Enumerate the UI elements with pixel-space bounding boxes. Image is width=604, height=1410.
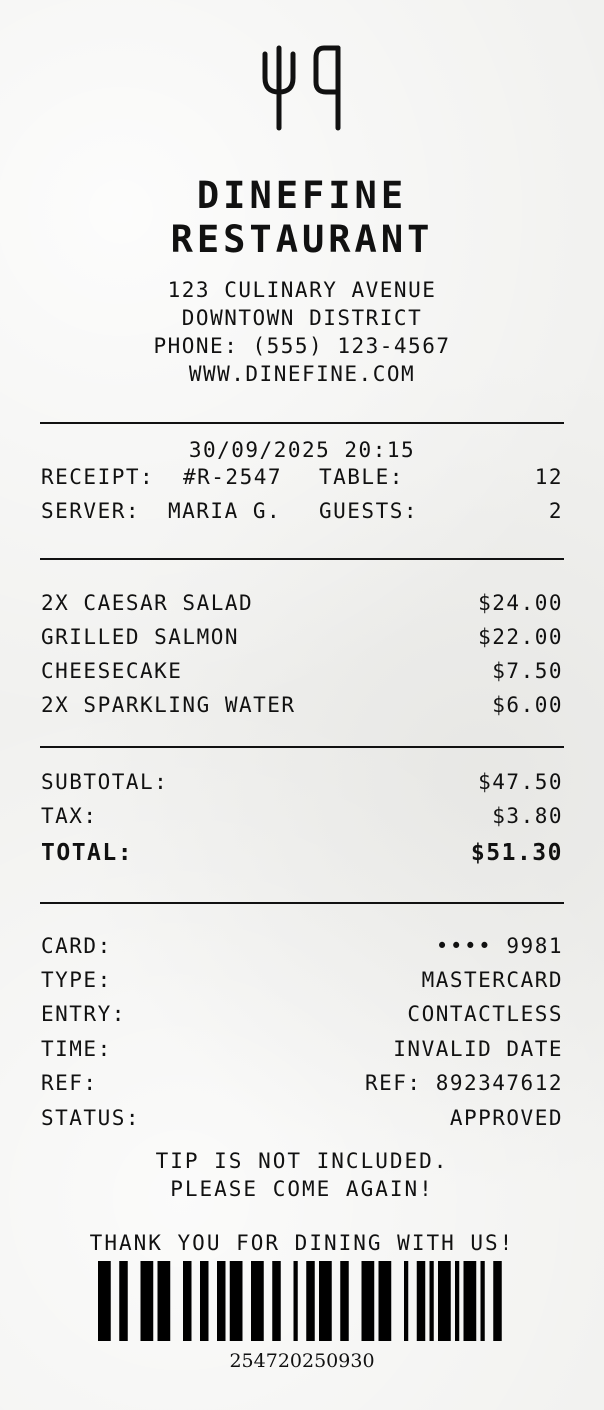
payment-value: •••• 9981 [435, 934, 563, 958]
payment-label: ENTRY: [41, 1002, 126, 1026]
payment-value: CONTACTLESS [407, 1002, 563, 1026]
payment-row [41, 1034, 563, 1064]
item-name: GRILLED SALMON [41, 625, 240, 649]
total-row [41, 838, 563, 868]
barcode-bar [379, 1261, 392, 1341]
table-number: 12 [534, 465, 563, 489]
address-line1: 123 CULINARY AVENUE [167, 278, 437, 302]
item-price: $24.00 [478, 591, 563, 615]
tax-label: TAX: [41, 804, 98, 828]
barcode-bar [319, 1261, 332, 1341]
item-price: $6.00 [492, 693, 563, 717]
barcode-number: 254720250930 [229, 1350, 375, 1372]
barcode-bar [294, 1261, 298, 1341]
restaurant-name [0, 174, 604, 262]
receipt-table-row [41, 462, 563, 492]
barcode-bar [217, 1261, 226, 1341]
payment-label: CARD: [41, 934, 112, 958]
payment-row [41, 965, 563, 995]
barcode-bar [272, 1261, 281, 1341]
divider [40, 558, 564, 560]
payment-row [41, 931, 563, 961]
list-item [41, 588, 563, 618]
address-line2: DOWNTOWN DISTRICT [181, 306, 423, 330]
barcode-bar [438, 1261, 451, 1341]
receipt-number: #R-2547 [183, 465, 283, 489]
list-item [41, 622, 563, 652]
barcode-bar [230, 1261, 243, 1341]
thank-you-message: THANK YOU FOR DINING WITH US! [89, 1231, 515, 1255]
divider [40, 422, 564, 424]
server-name: MARIA G. [168, 499, 282, 523]
total-value: $51.30 [470, 840, 563, 866]
receipt-datetime: 30/09/2025 20:15 [188, 438, 416, 462]
payment-label: REF: [41, 1071, 98, 1095]
guests-count: 2 [548, 499, 563, 523]
phone: PHONE: (555) 123-4567 [153, 334, 451, 358]
table-label: TABLE: [319, 465, 404, 489]
payment-value: APPROVED [449, 1106, 563, 1130]
tax-value: $3.80 [492, 804, 563, 828]
item-name: 2X SPARKLING WATER [41, 693, 296, 717]
barcode-bar [455, 1261, 459, 1341]
payment-label: TYPE: [41, 968, 112, 992]
restaurant-name-line2: RESTAURANT [170, 218, 434, 261]
divider [40, 746, 564, 748]
payment-row [41, 1068, 563, 1098]
payment-row [41, 999, 563, 1029]
restaurant-name-line1: DINEFINE [196, 174, 408, 217]
subtotal-row [41, 767, 563, 797]
payment-row [41, 1103, 563, 1133]
tip-note [0, 1147, 604, 1203]
barcode-bar [251, 1261, 264, 1341]
payment-value: REF: 892347612 [364, 1071, 563, 1095]
restaurant-address [0, 276, 604, 388]
tax-row [41, 801, 563, 831]
barcode [98, 1261, 506, 1341]
barcode-bar [417, 1261, 426, 1341]
receipt-label: RECEIPT: [41, 465, 155, 489]
list-item [41, 690, 563, 720]
barcode-bar [200, 1261, 209, 1341]
barcode-bar [481, 1261, 485, 1341]
list-item [41, 656, 563, 686]
server-guests-row [41, 496, 563, 526]
barcode-bar [493, 1261, 502, 1341]
guests-label: GUESTS: [319, 499, 419, 523]
item-name: CHEESECAKE [41, 659, 183, 683]
barcode-bar [362, 1261, 375, 1341]
barcode-bar [464, 1261, 477, 1341]
barcode-bar [183, 1261, 192, 1341]
divider [40, 902, 564, 904]
fork-spoon-icon [258, 42, 348, 134]
item-price: $7.50 [492, 659, 563, 683]
total-label: TOTAL: [41, 840, 134, 866]
barcode-bar [98, 1261, 111, 1341]
barcode-bar [340, 1261, 349, 1341]
barcode-bar [404, 1261, 408, 1341]
tip-note-line1: TIP IS NOT INCLUDED. [155, 1149, 449, 1173]
barcode-bar [158, 1261, 171, 1341]
barcode-bar [141, 1261, 154, 1341]
item-name: 2X CAESAR SALAD [41, 591, 254, 615]
payment-label: TIME: [41, 1037, 112, 1061]
subtotal-label: SUBTOTAL: [41, 770, 169, 794]
barcode-bar [306, 1261, 315, 1341]
server-label: SERVER: [41, 499, 141, 523]
barcode-bar [119, 1261, 128, 1341]
barcode-bar [430, 1261, 434, 1341]
tip-note-line2: PLEASE COME AGAIN! [170, 1177, 434, 1201]
website: WWW.DINEFINE.COM [188, 362, 416, 386]
subtotal-value: $47.50 [478, 770, 563, 794]
payment-label: STATUS: [41, 1106, 141, 1130]
payment-value: INVALID DATE [393, 1037, 563, 1061]
payment-value: MASTERCARD [421, 968, 563, 992]
item-price: $22.00 [478, 625, 563, 649]
